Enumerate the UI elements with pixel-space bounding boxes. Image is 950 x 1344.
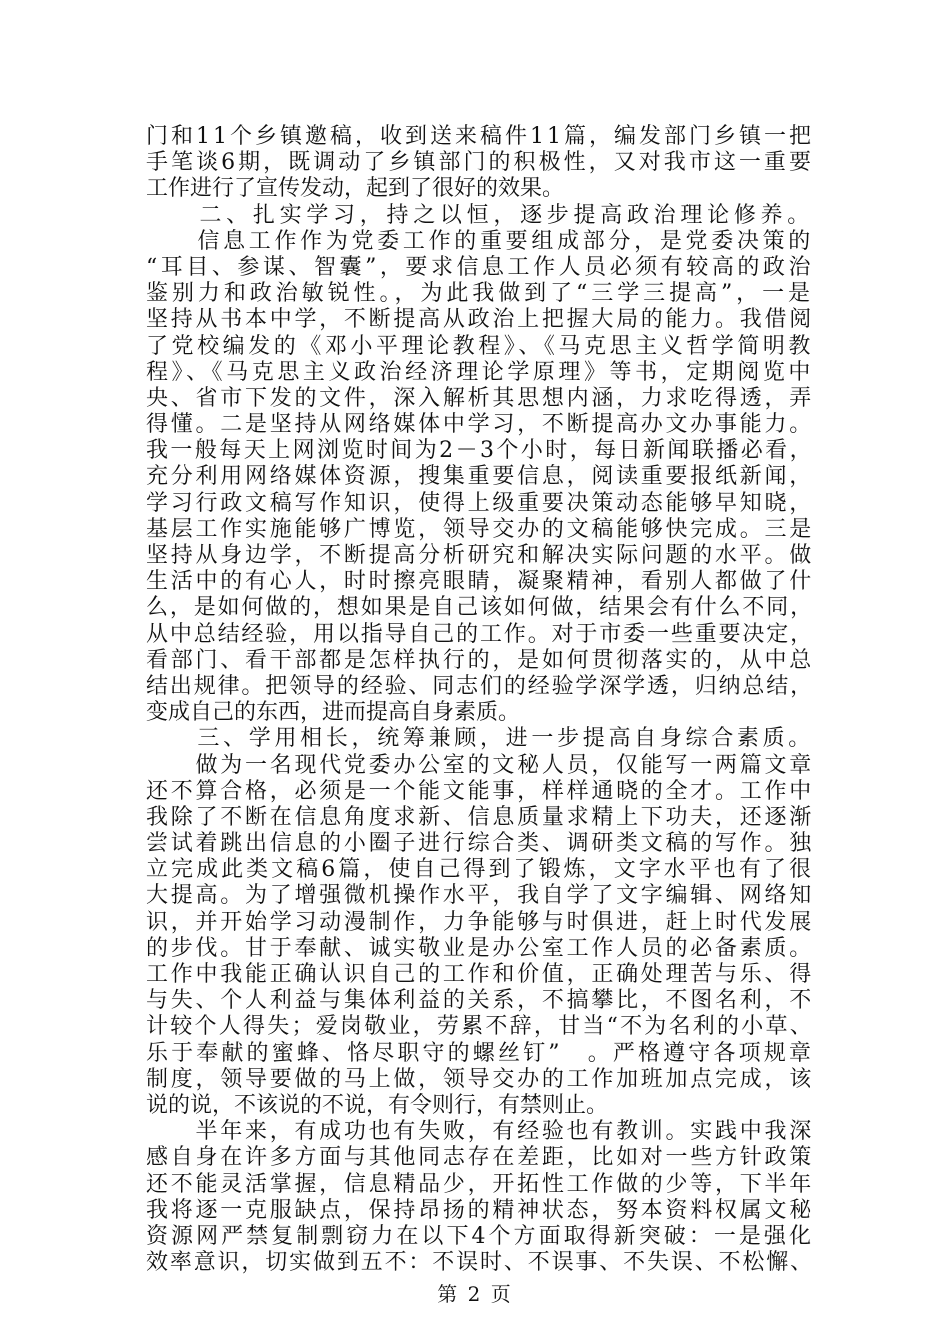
text-line: 说的说，不该说的不说，有令则行，有禁则止。 [146, 1092, 609, 1118]
text-line: 了党校编发的《邓小平理论教程》、《马克思主义哲学简明教 [146, 333, 814, 359]
text-line: 的步伐。甘于奉献、诚实敬业是办公室工作人员的必备素质。 [146, 935, 814, 961]
text-line: 立完成此类文稿6篇，使自己得到了锻炼，文字水平也有了很 [146, 857, 814, 883]
text-line: 门和11个乡镇邀稿，收到送来稿件11篇，编发部门乡镇一把 [146, 124, 814, 149]
text-line: 鉴别力和政治敏锐性。，为此我做到了“三学三提高”，一是 [146, 281, 814, 307]
text-line: 我除了不断在信息角度求新、信息质量求精上下功夫，还逐渐 [146, 804, 814, 830]
text-line: 充分利用网络媒体资源，搜集重要信息，阅读重要报纸新闻， [146, 464, 814, 490]
text-line: 我一般每天上网浏览时间为2－3个小时，每日新闻联播必看， [146, 438, 814, 464]
text-line: 生活中的有心人，时时擦亮眼睛，凝聚精神，看别人都做了什 [146, 569, 814, 595]
text-line: 做为一名现代党委办公室的文秘人员，仅能写一两篇文章 [146, 752, 814, 778]
text-line: “耳目、参谋、智囊”，要求信息工作人员必须有较高的政治 [146, 254, 814, 280]
text-line: 尝试着跳出信息的小圈子进行综合类、调研类文稿的写作。独 [146, 831, 814, 857]
text-line: 工作中我能正确认识自己的工作和价值，正确处理苦与乐、得 [146, 962, 814, 987]
text-line: 工作进行了宣传发动，起到了很好的效果。 [146, 176, 565, 202]
text-line: 看部门、看干部都是怎样执行的，是如何贯彻落实的，从中总 [146, 647, 814, 673]
text-line: 从中总结经验，用以指导自己的工作。对于市委一些重要决定， [146, 621, 814, 647]
text-line: 三、学用相长，统筹兼顾，进一步提高自身综合素质。 [146, 726, 814, 752]
text-line: 资源网严禁复制剽窃力在以下4个方面取得新突破：一是强化 [146, 1223, 814, 1249]
text-line: 结出规律。把领导的经验、同志们的经验学深学透，归纳总结， [146, 673, 814, 699]
text-line: 感自身在许多方面与其他同志存在差距，比如对一些方针政策 [146, 1145, 814, 1171]
text-line: 变成自己的东西，进而提高自身素质。 [146, 700, 521, 726]
text-line: 得懂。二是坚持从网络媒体中学习，不断提高办文办事能力。 [146, 412, 814, 438]
text-line: 大提高。为了增强微机操作水平，我自学了文字编辑、网络知 [146, 883, 814, 909]
text-line: 半年来，有成功也有失败，有经验也有教训。实践中我深 [146, 1119, 814, 1145]
text-line: 乐于奉献的蜜蜂、恪尽职守的螺丝钉” 。严格遵守各项规章 [146, 1040, 814, 1066]
text-line: 么，是如何做的，想如果是自己该如何做，结果会有什么不同， [146, 595, 814, 621]
text-line: 制度，领导要做的马上做，领导交办的工作加班加点完成，该 [146, 1066, 814, 1092]
text-line: 还不算合格，必须是一个能文能事，样样通晓的全才。工作中 [146, 778, 814, 804]
text-line: 央、省市下发的文件，深入解析其思想内涵，力求吃得透，弄 [146, 385, 814, 411]
page-number: 第 2 页 [437, 1282, 513, 1306]
text-line: 程》、《马克思主义政治经济理论学原理》等书，定期阅览中 [146, 359, 814, 385]
text-line: 信息工作作为党委工作的重要组成部分，是党委决策的 [146, 228, 814, 254]
text-line: 我将逐一克服缺点，保持昂扬的精神状态，努本资料权属文秘 [146, 1197, 814, 1223]
text-line: 基层工作实施能够广博览，领导交办的文稿能够快完成。三是 [146, 516, 814, 542]
text-line: 坚持从书本中学，不断提高从政治上把握大局的能力。我借阅 [146, 307, 814, 333]
text-line: 效率意识，切实做到五不：不误时、不误事、不失误、不松懈、 [146, 1250, 814, 1276]
text-line: 识，并开始学习动漫制作，力争能够与时俱进，赶上时代发展 [146, 909, 814, 935]
text-line: 学习行政文稿写作知识，使得上级重要决策动态能够早知晓， [146, 490, 814, 516]
text-line: 手笔谈6期，既调动了乡镇部门的积极性，又对我市这一重要 [146, 150, 814, 176]
text-line: 与失、个人利益与集体利益的关系，不搞攀比，不图名利，不 [146, 988, 814, 1014]
text-line: 二、扎实学习，持之以恒，逐步提高政治理论修养。 [146, 202, 814, 228]
text-line: 计较个人得失；爱岗敬业，劳累不辞，甘当“不为名利的小草、 [146, 1014, 814, 1040]
text-line: 坚持从身边学，不断提高分析研究和解决实际问题的水平。做 [146, 543, 814, 568]
text-line: 还不能灵活掌握，信息精品少，开拓性工作做的少等，下半年 [146, 1171, 814, 1197]
body-text [146, 124, 814, 1276]
